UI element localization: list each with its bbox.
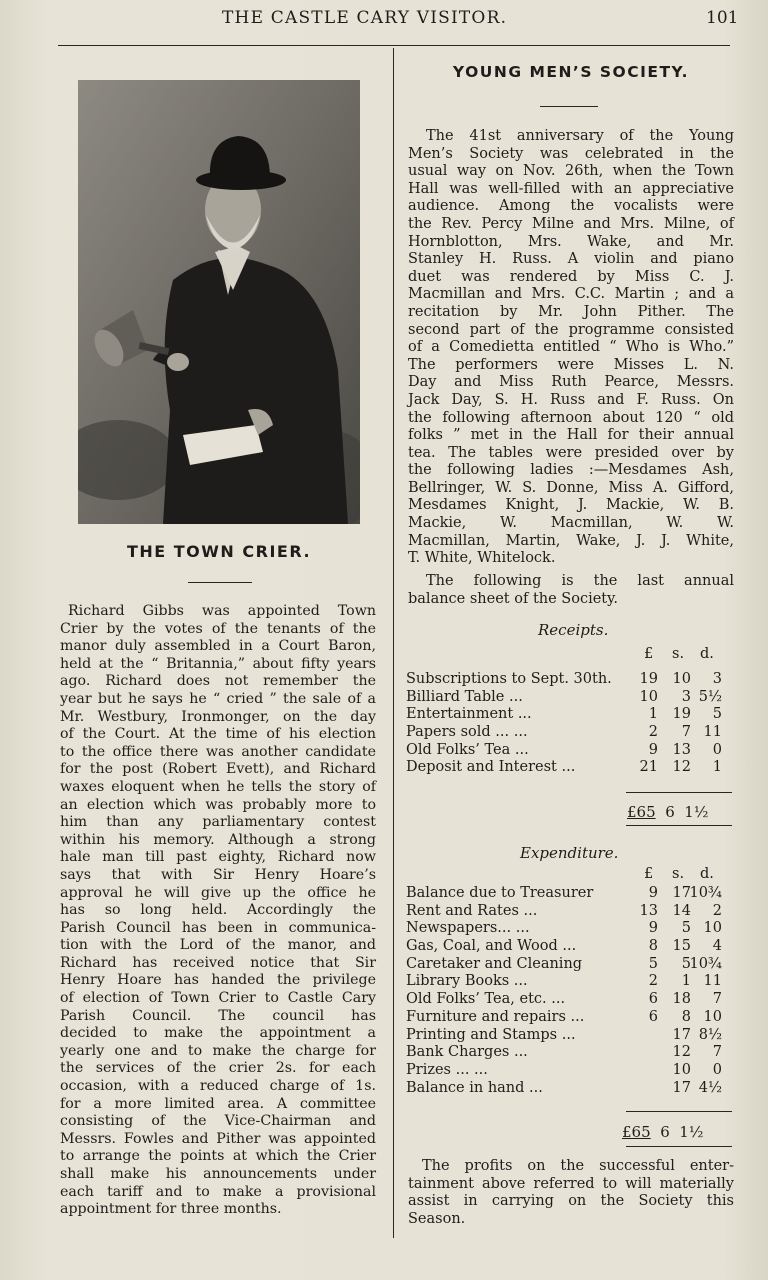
- pence-value: 0: [712, 1061, 722, 1078]
- shillings-value: 19: [672, 706, 691, 723]
- text-line: assist in carrying on the Society this: [408, 1193, 734, 1210]
- item-label: Caretaker and Cleaning: [406, 955, 583, 972]
- pounds-value: 5: [648, 955, 658, 972]
- item-label: Deposit and Interest ...: [406, 759, 576, 776]
- text-line: Richard Gibbs was appointed Town: [68, 603, 376, 619]
- text-line: Macmillan and Mrs. C.C. Martin ; and a: [408, 286, 734, 303]
- receipts-total: [627, 803, 708, 821]
- text-line: tainment above referred to will materially: [408, 1175, 734, 1192]
- pounds-value: 19: [639, 671, 658, 687]
- pounds-value: 2: [648, 724, 658, 741]
- expenditure-row: [406, 903, 736, 921]
- receipts-sum-rule: [626, 792, 732, 793]
- shillings-value: 14: [672, 902, 691, 919]
- expenditure-row: [406, 1009, 736, 1027]
- receipts-row: [406, 706, 736, 724]
- pence-value: 2: [712, 902, 722, 919]
- text-line: Parish Council. The council has: [60, 1007, 376, 1024]
- expenditure-sum-rule: [626, 1111, 732, 1112]
- text-line: recitation by Mr. John Pither. The: [408, 303, 734, 320]
- text-line: tion with the Lord of the manor, and: [60, 937, 376, 954]
- item-label: Bank Charges ...: [406, 1044, 528, 1061]
- pounds-value: 9: [648, 885, 658, 901]
- pounds-value: 9: [648, 920, 658, 937]
- receipts-row: [406, 742, 736, 760]
- shillings-value: 1: [681, 973, 691, 990]
- item-label: Balance in hand ...: [406, 1079, 543, 1096]
- text-line: Mr. Westbury, Ironmonger, on the day: [60, 708, 376, 725]
- text-line: consisting of the Vice-Chairman and: [60, 1113, 376, 1130]
- text-line: Macmillan, Martin, Wake, J. J. White,: [408, 532, 734, 549]
- text-line: T. White, Whitelock.: [408, 550, 556, 567]
- pence-value: 3: [712, 671, 722, 687]
- expenditure-row: [406, 1044, 736, 1062]
- pence-value: 7: [712, 991, 722, 1008]
- town-crier-photo: [78, 80, 360, 524]
- text-line: The following is the last annual: [426, 573, 734, 589]
- item-label: Old Folks’ Tea ...: [406, 741, 529, 758]
- text-line: Richard has received notice that Sir: [60, 954, 376, 971]
- text-line: Season.: [408, 1210, 466, 1227]
- shillings-header: s.: [672, 646, 685, 662]
- text-line: Day and Miss Ruth Pearce, Messrs.: [408, 374, 734, 391]
- total-pence: 1½: [684, 803, 709, 821]
- text-line: folks ” met in the Hall for their annual: [408, 427, 734, 444]
- pence-value: 5: [712, 706, 722, 723]
- society-article: [408, 128, 734, 568]
- text-line: second part of the programme consisted: [408, 321, 734, 338]
- pounds-header: £: [644, 646, 654, 662]
- pounds-value: 1: [648, 706, 658, 723]
- text-line: occasion, with a reduced charge of 1s.: [60, 1078, 376, 1095]
- text-line: to arrange the points at which the Crier: [60, 1148, 376, 1165]
- text-line: decided to make the appointment a: [60, 1025, 376, 1042]
- expenditure-row: [406, 1080, 736, 1098]
- pence-value: 10¾: [689, 955, 722, 972]
- pence-value: 10¾: [689, 885, 722, 901]
- photo-caption: THE TOWN CRIER.: [126, 542, 312, 561]
- text-line: to the office there was another candidate: [60, 743, 376, 760]
- text-line: audience. Among the vocalists were: [408, 198, 734, 215]
- receipts-row: [406, 689, 736, 707]
- total-shillings: 6: [665, 803, 675, 821]
- shillings-value: 12: [672, 1044, 691, 1061]
- text-line: Jack Day, S. H. Russ and F. Russ. On: [408, 391, 734, 408]
- item-label: Library Books ...: [406, 973, 528, 990]
- item-label: Rent and Rates ...: [406, 902, 538, 919]
- expenditure-row: [406, 938, 736, 956]
- text-line: tea. The tables were presided over by: [408, 444, 734, 461]
- text-line: shall make his announcements under: [60, 1166, 376, 1182]
- shillings-value: 10: [672, 1061, 691, 1078]
- page-number: 101: [706, 8, 739, 28]
- running-head: [0, 8, 768, 32]
- pounds-value: 6: [648, 1008, 658, 1025]
- text-line: Parish Council has been in communica-: [60, 919, 376, 936]
- shillings-value: 10: [672, 671, 691, 687]
- pounds-value: 6: [648, 991, 658, 1008]
- expenditure-row: [406, 991, 736, 1009]
- pounds-header: £: [644, 866, 654, 882]
- text-line: for the post (Robert Evett), and Richard: [60, 761, 376, 778]
- text-line: the Rev. Percy Milne and Mrs. Milne, of: [408, 215, 734, 232]
- pence-value: 7: [712, 1044, 722, 1061]
- total-pounds: £65: [627, 803, 656, 821]
- text-line: an election which was probably more to: [60, 796, 376, 813]
- shillings-value: 5: [681, 920, 691, 937]
- town-crier-article: [60, 603, 376, 1219]
- pounds-value: 10: [639, 688, 658, 705]
- text-line: Hall was well-filled with an appreciative: [408, 180, 734, 197]
- text-line: ago. Richard does not remember the: [60, 673, 376, 690]
- receipts-table: [406, 671, 736, 777]
- item-label: Printing and Stamps ...: [406, 1026, 576, 1043]
- pounds-value: 9: [648, 741, 658, 758]
- pounds-value: 8: [648, 938, 658, 955]
- text-line: Hornblotton, Mrs. Wake, and Mr.: [408, 233, 734, 250]
- shillings-value: 17: [672, 885, 691, 901]
- expenditure-row: [406, 973, 736, 991]
- expenditure-heading: Expenditure.: [520, 844, 619, 862]
- text-line: The 41st anniversary of the Young: [426, 128, 734, 144]
- text-line: duet was rendered by Miss C. J.: [408, 268, 734, 285]
- text-line: Messrs. Fowles and Pither was appointed: [60, 1130, 376, 1147]
- pounds-value: 21: [639, 759, 658, 776]
- item-label: Papers sold ... ...: [406, 724, 528, 741]
- text-line: held at the “ Britannia,” about fifty years: [60, 655, 376, 672]
- text-line: yearly one and to make the charge for: [60, 1042, 376, 1059]
- expenditure-row: [406, 1062, 736, 1080]
- pence-value: 4½: [698, 1079, 722, 1096]
- pence-value: 11: [703, 973, 722, 990]
- text-line: the following afternoon about 120 “ old: [408, 409, 734, 426]
- item-label: Subscriptions to Sept. 30th.: [406, 671, 612, 687]
- shillings-value: 8: [681, 1008, 691, 1025]
- shillings-value: 15: [672, 938, 691, 955]
- text-line: for a more limited area. A committee: [60, 1095, 376, 1112]
- publication-title: THE CASTLE CARY VISITOR.: [222, 8, 508, 28]
- pounds-value: 13: [639, 902, 658, 919]
- pence-value: 10: [703, 1008, 722, 1025]
- pence-value: 11: [703, 724, 722, 741]
- caption-rule: [188, 582, 252, 583]
- text-line: has so long held. Accordingly the: [60, 902, 376, 919]
- pounds-value: 2: [648, 973, 658, 990]
- text-line: hale man till past eighty, Richard now: [60, 849, 376, 866]
- shillings-value: 17: [672, 1079, 691, 1096]
- pence-value: 5½: [698, 688, 722, 705]
- receipts-row: [406, 759, 736, 777]
- shillings-value: 12: [672, 759, 691, 776]
- text-line: him than any parliamentary contest: [60, 814, 376, 831]
- pence-value: 4: [712, 938, 722, 955]
- town-crier-portrait-illustration: [78, 80, 360, 524]
- text-line: year but he says he “ cried ” the sale of a: [60, 690, 376, 707]
- total-pence: 1½: [679, 1123, 704, 1141]
- text-line: of a Comedietta entitled “ Who is Who.”: [408, 339, 734, 356]
- expenditure-row: [406, 1027, 736, 1045]
- text-line: each tariff and to make a provisional: [60, 1183, 376, 1200]
- text-line: Bellringer, W. S. Donne, Miss A. Gifford,: [408, 479, 734, 496]
- text-line: manor duly assembled in a Court Baron,: [60, 638, 376, 655]
- section-title: YOUNG MEN’S SOCIETY.: [452, 63, 690, 81]
- text-line: Henry Hoare has handed the privilege: [60, 972, 376, 989]
- item-label: Prizes ... ...: [406, 1061, 488, 1078]
- text-line: Men’s Society was celebrated in the: [408, 145, 734, 162]
- receipts-total-rule: [626, 825, 732, 826]
- text-line: Mesdames Knight, J. Mackie, W. B.: [408, 497, 734, 514]
- text-line: usual way on Nov. 26th, when the Town: [408, 163, 734, 180]
- item-label: Billiard Table ...: [406, 688, 523, 705]
- text-line: of election of Town Crier to Castle Cary: [60, 990, 376, 1007]
- pence-value: 10: [703, 920, 722, 937]
- total-shillings: 6: [660, 1123, 670, 1141]
- text-line: Stanley H. Russ. A violin and piano: [408, 251, 734, 268]
- text-line: appointment for three months.: [60, 1201, 282, 1218]
- shillings-value: 13: [672, 741, 691, 758]
- item-label: Newspapers... ...: [406, 920, 530, 937]
- item-label: Old Folks’ Tea, etc. ...: [406, 991, 566, 1008]
- expenditure-row: [406, 920, 736, 938]
- text-line: The profits on the successful enter-: [422, 1158, 734, 1174]
- closing-paragraph: [408, 1158, 734, 1228]
- pence-value: 8½: [698, 1026, 722, 1043]
- shillings-header: s.: [672, 866, 685, 882]
- shillings-value: 3: [681, 688, 691, 705]
- expenditure-row: [406, 956, 736, 974]
- text-line: within his memory. Although a strong: [60, 831, 376, 848]
- pence-value: 0: [712, 741, 722, 758]
- total-pounds: £65: [622, 1123, 651, 1141]
- text-line: Mackie, W. Macmillan, W. W.: [408, 515, 734, 532]
- text-line: approval he will give up the office he: [60, 884, 376, 901]
- expenditure-total: [622, 1123, 703, 1141]
- item-label: Balance due to Treasurer: [406, 885, 594, 901]
- text-line: balance sheet of the Society.: [408, 590, 619, 607]
- text-line: of the Court. At the time of his election: [60, 726, 376, 743]
- item-label: Gas, Coal, and Wood ...: [406, 938, 577, 955]
- column-divider: [393, 48, 394, 1238]
- receipts-heading: Receipts.: [538, 621, 609, 639]
- shillings-value: 18: [672, 991, 691, 1008]
- text-line: the following ladies :—Mesdames Ash,: [408, 462, 734, 479]
- text-line: the services of the crier 2s. for each: [60, 1060, 376, 1077]
- pence-header: d.: [700, 646, 714, 662]
- item-label: Entertainment ...: [406, 706, 532, 723]
- shillings-value: 7: [681, 724, 691, 741]
- receipts-row: [406, 724, 736, 742]
- shillings-value: 5: [681, 955, 691, 972]
- pence-value: 1: [712, 759, 722, 776]
- balance-sheet-intro: [408, 573, 734, 608]
- text-line: waxes eloquent when he tells the story of: [60, 778, 376, 795]
- title-rule: [540, 106, 598, 107]
- expenditure-table: [406, 885, 736, 1097]
- receipts-row: [406, 671, 736, 689]
- text-line: The performers were Misses L. N.: [408, 356, 734, 373]
- text-line: Crier by the votes of the tenants of the: [60, 620, 376, 637]
- header-rule: [58, 45, 730, 46]
- expenditure-row: [406, 885, 736, 903]
- shillings-value: 17: [672, 1026, 691, 1043]
- item-label: Furniture and repairs ...: [406, 1008, 585, 1025]
- text-line: says that with Sir Henry Hoare’s: [60, 866, 376, 883]
- expenditure-total-rule: [626, 1146, 732, 1147]
- pence-header: d.: [700, 866, 714, 882]
